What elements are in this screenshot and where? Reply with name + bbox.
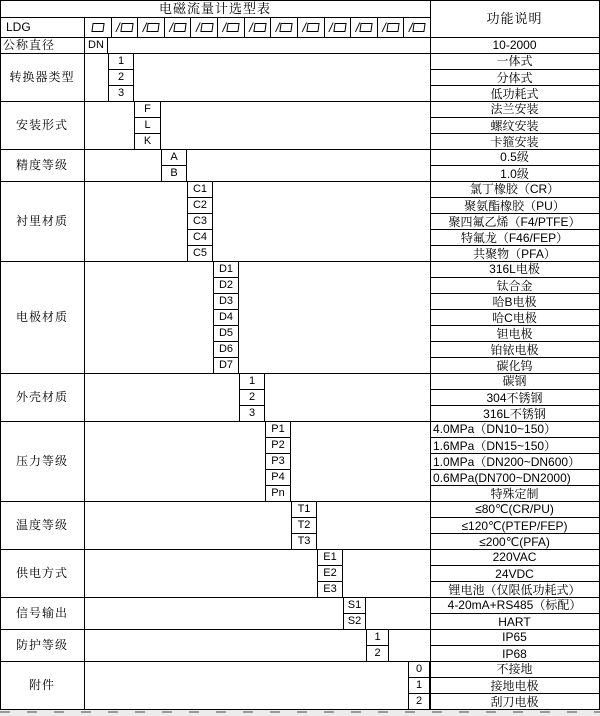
code-cell: P1	[265, 421, 291, 437]
desc-cell: 4-20mA+RS485（标配）	[447, 598, 582, 612]
desc-cell: 一体式	[496, 54, 533, 68]
code-box-icon	[306, 23, 319, 32]
desc-cell: 哈C电极	[430, 309, 599, 325]
selector-box-cell	[164, 17, 191, 37]
desc-cell: 氯丁橡胶（CR）	[469, 182, 560, 196]
code-cell: A	[161, 149, 187, 165]
code-cell: C5	[187, 245, 213, 261]
code-cell: F	[134, 101, 161, 117]
desc-cell: IP68	[430, 645, 599, 661]
section-label: 供电方式	[15, 566, 68, 580]
code-cell: 2	[239, 389, 265, 405]
code-cell: D1	[213, 261, 239, 277]
code-cell: D3	[213, 293, 239, 309]
page-edge-strip	[0, 710, 600, 716]
code-cell: 3	[108, 85, 134, 101]
desc-cell: 特殊定制	[430, 485, 599, 501]
desc-cell: 法兰安装	[490, 102, 539, 116]
selector-box-cell	[270, 17, 297, 37]
code-box-icon	[280, 23, 293, 32]
desc-cell: 聚四氟乙烯（F4/PTFE）	[430, 213, 599, 229]
desc-cell: 220VAC	[492, 550, 537, 564]
selector-box-cell	[350, 17, 377, 37]
selector-box-cell	[217, 17, 244, 37]
desc-cell: 1.6MPa（DN15~150）	[430, 437, 599, 453]
code-box-icon	[413, 23, 426, 32]
selector-box-cell	[297, 17, 324, 37]
code-box-icon	[147, 23, 160, 32]
section-label: 防护等级	[15, 638, 68, 652]
slash-separator: /	[169, 19, 173, 35]
selector-box-cell	[84, 17, 111, 37]
code-cell: B	[161, 165, 187, 181]
desc-cell: 碳化钨	[430, 357, 599, 373]
desc-cell: 4.0MPa（DN10~150）	[433, 422, 557, 436]
section-label: 信号输出	[15, 606, 68, 620]
desc-cell: 哈B电极	[430, 293, 599, 309]
selector-box-cell	[377, 17, 404, 37]
code-cell: Pn	[265, 485, 291, 501]
code-cell: 1	[239, 373, 265, 389]
code-cell: S1	[343, 597, 366, 613]
desc-cell: 316L电极	[489, 262, 540, 276]
code-cell: 2	[366, 645, 389, 661]
code-cell: E1	[317, 549, 343, 565]
section-label: 转换器类型	[9, 70, 75, 84]
desc-cell: 钛合金	[430, 277, 599, 293]
table-title: 电磁流量计选型表	[158, 1, 271, 16]
section-label: 电极材质	[15, 310, 68, 324]
code-box-icon	[120, 23, 133, 32]
code-box-icon	[386, 23, 399, 32]
desc-cell: 特氟龙（F46/FEP）	[430, 229, 599, 245]
desc-cell: 0.5级	[500, 150, 529, 164]
slash-separator: /	[142, 19, 147, 35]
desc-cell: 刮刀电极	[430, 693, 599, 709]
slash-separator: /	[275, 19, 280, 35]
code-cell: DN	[84, 37, 108, 53]
selector-box-cell	[403, 17, 430, 37]
section-label: 安装形式	[15, 118, 68, 132]
function-column-header: 功能说明	[486, 11, 543, 26]
slash-separator: /	[222, 19, 227, 35]
code-cell: 1	[366, 629, 389, 645]
section-label: 外壳材质	[15, 390, 68, 404]
desc-cell: 0.6MPa(DN700~DN2000)	[430, 469, 599, 485]
slash-separator: /	[195, 19, 200, 35]
code-cell: P4	[265, 469, 291, 485]
slash-separator: /	[382, 19, 386, 35]
code-cell: D6	[213, 341, 239, 357]
desc-cell: ≤200℃(PFA)	[430, 533, 599, 549]
code-cell: 2	[108, 69, 134, 85]
code-box-icon	[360, 23, 373, 32]
code-box-icon	[227, 23, 240, 32]
slash-separator: /	[302, 19, 307, 35]
desc-cell: 1.0MPa（DN200~DN600）	[430, 453, 599, 469]
desc-cell: 螺纹安装	[430, 117, 599, 133]
desc-cell: ≤80℃(CR/PU)	[475, 502, 554, 516]
selector-box-cell	[137, 17, 164, 37]
desc-cell: 分体式	[430, 69, 599, 85]
section-label: 衬里材质	[15, 214, 68, 228]
desc-cell: 铂铱电极	[430, 341, 599, 357]
desc-cell: 10-2000	[492, 38, 537, 52]
code-cell: D7	[213, 357, 239, 373]
slash-separator: /	[355, 19, 360, 35]
code-cell: C1	[187, 181, 213, 197]
section-label: 附件	[28, 678, 55, 692]
model-prefix: LDG	[6, 20, 31, 34]
desc-cell: IP65	[502, 630, 527, 644]
desc-cell: 低功耗式	[430, 85, 599, 101]
slash-separator: /	[249, 19, 253, 35]
desc-cell: 锂电池（仅限低功耗式）	[430, 581, 599, 597]
section-label: 压力等级	[15, 454, 68, 468]
desc-cell: HART	[430, 613, 599, 629]
code-cell: P2	[265, 437, 291, 453]
code-cell: C3	[187, 213, 213, 229]
desc-cell: 碳钢	[502, 374, 527, 388]
code-cell: C2	[187, 197, 213, 213]
code-box-icon	[173, 23, 186, 32]
code-cell: C4	[187, 229, 213, 245]
code-cell: E3	[317, 581, 343, 597]
label-column-border	[84, 17, 85, 709]
slash-separator: /	[329, 19, 333, 35]
code-box-icon	[200, 23, 213, 32]
selector-box-cell	[324, 17, 351, 37]
section-label: 精度等级	[15, 158, 68, 172]
code-cell: T1	[291, 501, 317, 517]
section-label: 温度等级	[15, 518, 68, 532]
selector-box-cell	[190, 17, 217, 37]
code-cell: D2	[213, 277, 239, 293]
desc-cell: 共聚物（PFA）	[430, 245, 599, 261]
desc-cell: 316L不锈钢	[430, 405, 599, 421]
table-top-border	[0, 0, 600, 1]
slash-separator: /	[408, 19, 413, 35]
desc-cell: ≤120℃(PTEP/FEP)	[430, 517, 599, 533]
code-cell: L	[134, 117, 161, 133]
code-cell: E2	[317, 565, 343, 581]
desc-cell: 304不锈钢	[430, 389, 599, 405]
section-label: 公称直径	[3, 38, 56, 52]
desc-cell: 不接地	[496, 662, 533, 676]
code-cell: 3	[239, 405, 265, 421]
code-cell: D5	[213, 325, 239, 341]
code-cell: S2	[343, 613, 366, 629]
desc-cell: 卡箍安装	[430, 133, 599, 149]
code-cell: 0	[408, 661, 430, 677]
code-box-icon	[91, 23, 104, 32]
code-cell: P3	[265, 453, 291, 469]
desc-cell: 接地电极	[430, 677, 599, 693]
desc-cell: 1.0级	[430, 165, 599, 181]
desc-cell: 聚氨酯橡胶（PU）	[430, 197, 599, 213]
code-cell: 1	[108, 53, 134, 69]
selector-box-cell	[111, 17, 138, 37]
selector-box-cell	[244, 17, 271, 37]
code-box-icon	[253, 23, 266, 32]
code-box-icon	[333, 23, 346, 32]
code-cell: D4	[213, 309, 239, 325]
code-cell: 1	[408, 677, 430, 693]
code-cell: K	[134, 133, 161, 149]
desc-cell: 24VDC	[430, 565, 599, 581]
desc-cell: 钽电极	[430, 325, 599, 341]
slash-separator: /	[116, 19, 120, 35]
code-cell: T3	[291, 533, 317, 549]
code-cell: T2	[291, 517, 317, 533]
code-cell: 2	[408, 693, 430, 709]
